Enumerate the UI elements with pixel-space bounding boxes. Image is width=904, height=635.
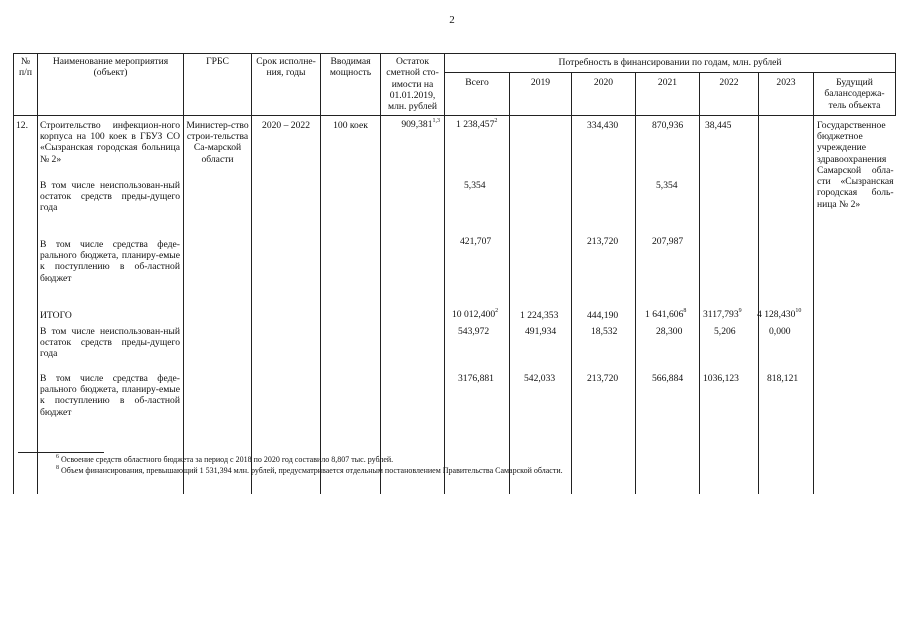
item-federal-total: 421,707 — [460, 235, 492, 247]
header-2020: 2020 — [572, 73, 636, 116]
item-federal-2020: 213,720 — [587, 235, 619, 247]
item-number: 12. — [16, 119, 28, 131]
itogo-2019: 1 224,353 — [520, 309, 559, 321]
footnote-divider — [18, 452, 104, 453]
header-capacity: Вводимая мощность — [321, 54, 381, 116]
header-2019: 2019 — [510, 73, 572, 116]
page-number: 2 — [449, 14, 455, 26]
header-2023: 2023 — [759, 73, 814, 116]
item-name: Строительство инфекцион-ного корпуса на 100 коек в ГБУЗ СО «Сызранская городская больница № 2» — [40, 119, 180, 165]
itogo-unused-2020: 18,532 — [591, 325, 618, 337]
itogo-2023: 4 128,430$^{10}$ — [757, 307, 802, 320]
header-2022: 2022 — [700, 73, 759, 116]
header-2021: 2021 — [636, 73, 700, 116]
itogo-2021: 1 641,606$^8$ — [645, 307, 687, 320]
item-federal-label: В том числе средства феде-рального бюджета, планиру-емые к поступлению в об-ластной бюджет — [40, 238, 180, 284]
itogo-unused-total: 543,972 — [458, 325, 490, 337]
item-unused-total: 5,354 — [464, 179, 486, 191]
item-total: 1 238,457$^2$ — [456, 117, 498, 130]
header-grbs: ГРБС — [184, 54, 252, 116]
itogo-federal-label: В том числе средства феде-рального бюджета, планиру-емые к поступлению в об-ластной бюджет — [40, 372, 180, 418]
item-2020: 334,430 — [587, 119, 619, 131]
item-2021: 870,936 — [652, 119, 684, 131]
item-holder: Государственное бюджетное учреждение здравоохранения Самарской обла-сти «Сызранская городская боль-ница № 2» — [817, 119, 894, 210]
itogo-federal-2020: 213,720 — [587, 372, 619, 384]
itogo-unused-2021: 28,300 — [656, 325, 683, 337]
financing-table — [13, 53, 896, 494]
item-grbs: Министер-ство строи-тельства Са-марской области — [186, 119, 249, 165]
itogo-federal-2023: 818,121 — [767, 372, 799, 384]
header-holder: Будущий балансодержа-тель объекта — [814, 73, 896, 116]
item-unused-2021: 5,354 — [656, 179, 678, 191]
itogo-federal-total: 3176,881 — [458, 372, 494, 384]
item-federal-2021: 207,987 — [652, 235, 684, 247]
item-unused-balance-label: В том числе неиспользован-ный остаток средств преды-дущего года — [40, 179, 180, 214]
footnote-8: $^8$ Объем финансирования, превышающий 1 531,394 млн. рублей, предусматривается отдельным постановлением Правительства Самарской области. — [56, 465, 563, 475]
header-total: Всего — [445, 73, 510, 116]
itogo-unused-2023: 0,000 — [769, 325, 791, 337]
header-balance: Остаток сметной сто-имости на 01.01.2019, млн. рублей — [381, 54, 445, 116]
itogo-unused-2019: 491,934 — [525, 325, 557, 337]
itogo-total: 10 012,400$^2$ — [452, 307, 499, 320]
item-balance: 909,381$^{1,3}$ — [401, 117, 440, 130]
itogo-2022: 3117,793$^9$ — [703, 307, 742, 320]
item-capacity: 100 коек — [333, 119, 368, 131]
footnote-6: $^6$ Освоение средств областного бюджета за период с 2018 по 2020 год составило 8,807 тыс. рублей. — [56, 454, 394, 464]
itogo-2020: 444,190 — [587, 309, 619, 321]
itogo-unused-2022: 5,206 — [714, 325, 736, 337]
item-2022: 38,445 — [705, 119, 732, 131]
itogo-unused-balance-label: В том числе неиспользован-ный остаток средств преды-дущего года — [40, 325, 180, 360]
itogo-federal-2022: 1036,123 — [703, 372, 739, 384]
header-num: № п/п — [14, 54, 38, 116]
header-name: Наименование мероприятия (объект) — [38, 54, 184, 116]
itogo-federal-2019: 542,033 — [524, 372, 556, 384]
header-term: Срок исполне-ния, годы — [252, 54, 321, 116]
item-term: 2020 – 2022 — [262, 119, 310, 131]
header-financing-group: Потребность в финансировании по годам, млн. рублей — [445, 54, 896, 73]
itogo-federal-2021: 566,884 — [652, 372, 684, 384]
itogo-label: ИТОГО — [40, 309, 72, 321]
